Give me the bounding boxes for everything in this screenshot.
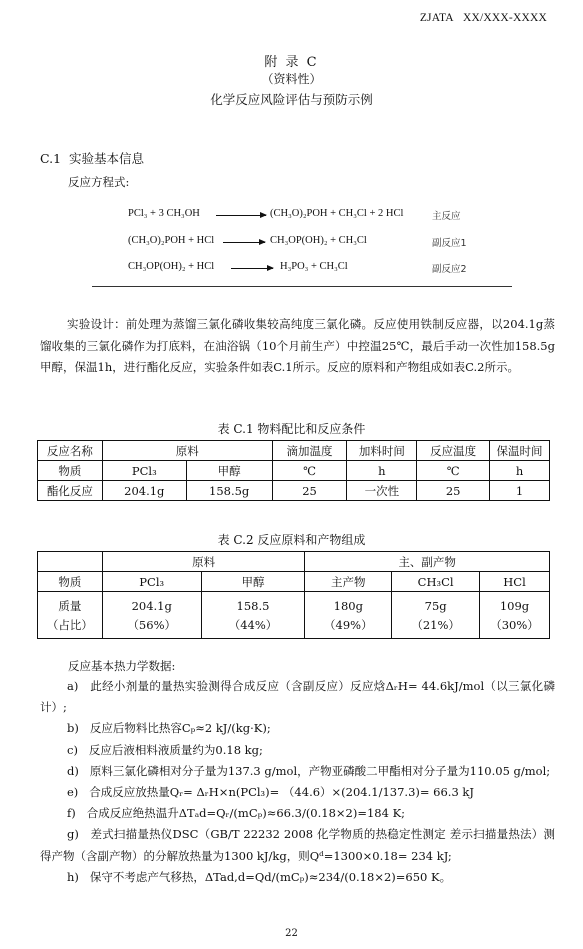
table2-cell: 质量 (38, 592, 103, 616)
table1-h-drip-temp: 滴加温度 (272, 441, 347, 461)
item-label: d) (67, 763, 79, 778)
section-heading (40, 149, 144, 167)
eq2-left: (CH₃O)₂POH + HCl (128, 235, 215, 246)
table-c1 (37, 440, 550, 501)
table2-cell: （49%） (305, 615, 392, 639)
header-number: XX/XXX-XXXX (463, 12, 547, 24)
table-row (38, 615, 550, 639)
page-number: 22 (285, 928, 298, 939)
item-label: e) (67, 785, 79, 800)
item-label: g) (67, 827, 79, 842)
table-row (38, 481, 550, 501)
eq3-right: H₃PO₃ + CH₃Cl (280, 261, 348, 272)
list-item (40, 740, 555, 761)
appendix-title: 附 录 C (264, 55, 319, 70)
thermo-list (40, 676, 555, 888)
table1-h2-unit-c: ℃ (272, 461, 347, 481)
table-row (38, 592, 550, 616)
item-text: 保守不考虑产气移热，ΔTad,d=Qd/(mCₚ)≈234/(0.18×2)=650 K。 (89, 869, 452, 884)
header-code: ZJATA (419, 12, 454, 24)
table2-cell: 158.5 (201, 592, 305, 616)
eq3-left: CH₃OP(OH)₂ + HCl (128, 261, 215, 272)
eq2-tag: 副反应1 (432, 238, 467, 249)
item-text: 此经小剂量的量热实验测得合成反应（含副反应）反应焓ΔᵣH= 44.6kJ/mol（以三氯化磷计）; (40, 679, 556, 715)
table2-h2-pcl3: PCl₃ (102, 572, 201, 592)
table2-h-empty (38, 552, 103, 572)
section-number: C.1 (40, 151, 62, 166)
section-title: 实验基本信息 (69, 151, 145, 166)
eq2-right: CH₃OP(OH)₂ + CH₃Cl (270, 235, 367, 246)
table1-cell: 204.1g (102, 481, 186, 501)
list-item (40, 676, 555, 718)
table1-h2-substance: 物质 (38, 461, 103, 481)
table2-cell: （21%） (392, 615, 480, 639)
table2-cell: 75g (392, 592, 480, 616)
eq3-arrow (231, 268, 273, 269)
eq1-tag: 主反应 (432, 211, 461, 222)
item-text: 合成反应放热量Qᵣ= ΔᵣH×n(PCl₃)= （44.6）×(204.1/137.3)= 66.3 kJ (89, 785, 474, 800)
eq2-arrow (223, 242, 265, 243)
table1-h-feed-time: 加料时间 (347, 441, 417, 461)
table2-cell: 109g (480, 592, 550, 616)
table2-h2-substance: 物质 (38, 572, 103, 592)
list-item (40, 803, 555, 824)
equation-label: 反应方程式: (68, 175, 130, 189)
table1-cell: 1 (490, 481, 550, 501)
table1-header-row-2 (38, 461, 550, 481)
appendix-name: 化学反应风险评估与预防示例 (210, 92, 373, 107)
table1-h2-methanol: 甲醇 (186, 461, 272, 481)
table1-h-material: 原料 (102, 441, 272, 461)
item-label: f) (67, 806, 76, 821)
table2-h2-methanol: 甲醇 (201, 572, 305, 592)
table2-cell: 180g (305, 592, 392, 616)
list-item (40, 867, 555, 888)
design-paragraph: 实验设计：前处理为蒸馏三氯化磷收集较高纯度三氯化磷。反应使用铁制反应器，以204.1g蒸馏收集的三氯化磷作为打底料，在油浴锅（10个月前生产）中控温25℃，最后手动一次性加158.5g甲醇，保温1h，进行酯化反应，实验条件如表C.1所示。反应的原料和产物组成如表C.2所示。 (40, 317, 555, 374)
list-item (40, 824, 555, 866)
table2-h2-hcl: HCl (480, 572, 550, 592)
item-text: 合成反应绝热温升ΔTₐd=Qᵣ/(mCₚ)≈66.3/(0.18×2)=184 K; (86, 806, 406, 821)
table1-h-hold-time: 保温时间 (490, 441, 550, 461)
table1-cell: 酯化反应 (38, 481, 103, 501)
item-label: c) (67, 742, 78, 757)
table2-header-row-1 (38, 552, 550, 572)
table1-caption: 表 C.1 物料配比和反应条件 (217, 422, 366, 436)
equation-divider (92, 286, 512, 287)
table2-h-products: 主、副产物 (305, 552, 550, 572)
list-item (40, 782, 555, 803)
thermo-intro: 反应基本热力学数据: (68, 659, 176, 673)
table1-h2-unit-h: h (347, 461, 417, 481)
item-text: 反应后液相料液质量约为0.18 kg; (88, 742, 263, 757)
item-text: 反应后物料比热容Cₚ≈2 kJ/(kg·K); (89, 721, 271, 736)
item-text: 差式扫描量热仪DSC（GB/T 22232 2008 化学物质的热稳定性测定 差示扫描量热法）测得产物（含副产物）的分解放热量为1300 kJ/kg，则Qᵈ=1300×0.18= 234 kJ; (40, 827, 555, 863)
table2-cell: （56%） (102, 615, 201, 639)
eq1-right: (CH₃O)₂POH + CH₃Cl + 2 HCl (270, 208, 404, 219)
item-label: h) (67, 869, 79, 884)
table2-h2-ch3cl: CH₃Cl (392, 572, 480, 592)
item-label: b) (67, 721, 79, 736)
table1-h2-unit-h2: h (490, 461, 550, 481)
table2-caption: 表 C.2 反应原料和产物组成 (217, 533, 366, 547)
table1-h-reaction-temp: 反应温度 (417, 441, 490, 461)
eq3-tag: 副反应2 (432, 264, 467, 275)
table1-cell: 158.5g (186, 481, 272, 501)
table1-header-row-1 (38, 441, 550, 461)
table1-h2-unit-c2: ℃ (417, 461, 490, 481)
item-text: 原料三氯化磷相对分子量为137.3 g/mol，产物亚磷酸二甲酯相对分子量为110.05 g/mol; (89, 763, 551, 778)
eq1-left: PCl₃ + 3 CH₃OH (128, 208, 200, 219)
table1-cell: 25 (417, 481, 490, 501)
table2-cell: 204.1g (102, 592, 201, 616)
table2-h-material: 原料 (102, 552, 305, 572)
reaction-equations (128, 208, 558, 278)
table2-cell: （30%） (480, 615, 550, 639)
document-header (420, 12, 547, 24)
table2-header-row-2 (38, 572, 550, 592)
list-item (40, 718, 555, 739)
list-item (40, 761, 555, 782)
table1-h2-pcl3: PCl₃ (102, 461, 186, 481)
appendix-nature: （资料性） (261, 72, 322, 86)
table-c2 (37, 551, 550, 639)
table1-h-name: 反应名称 (38, 441, 103, 461)
table1-cell: 25 (272, 481, 347, 501)
table2-cell: （44%） (201, 615, 305, 639)
table2-cell: （占比） (38, 615, 103, 639)
eq1-arrow (216, 215, 266, 216)
item-label: a) (67, 679, 79, 693)
table2-h2-main: 主产物 (305, 572, 392, 592)
table1-cell: 一次性 (347, 481, 417, 501)
